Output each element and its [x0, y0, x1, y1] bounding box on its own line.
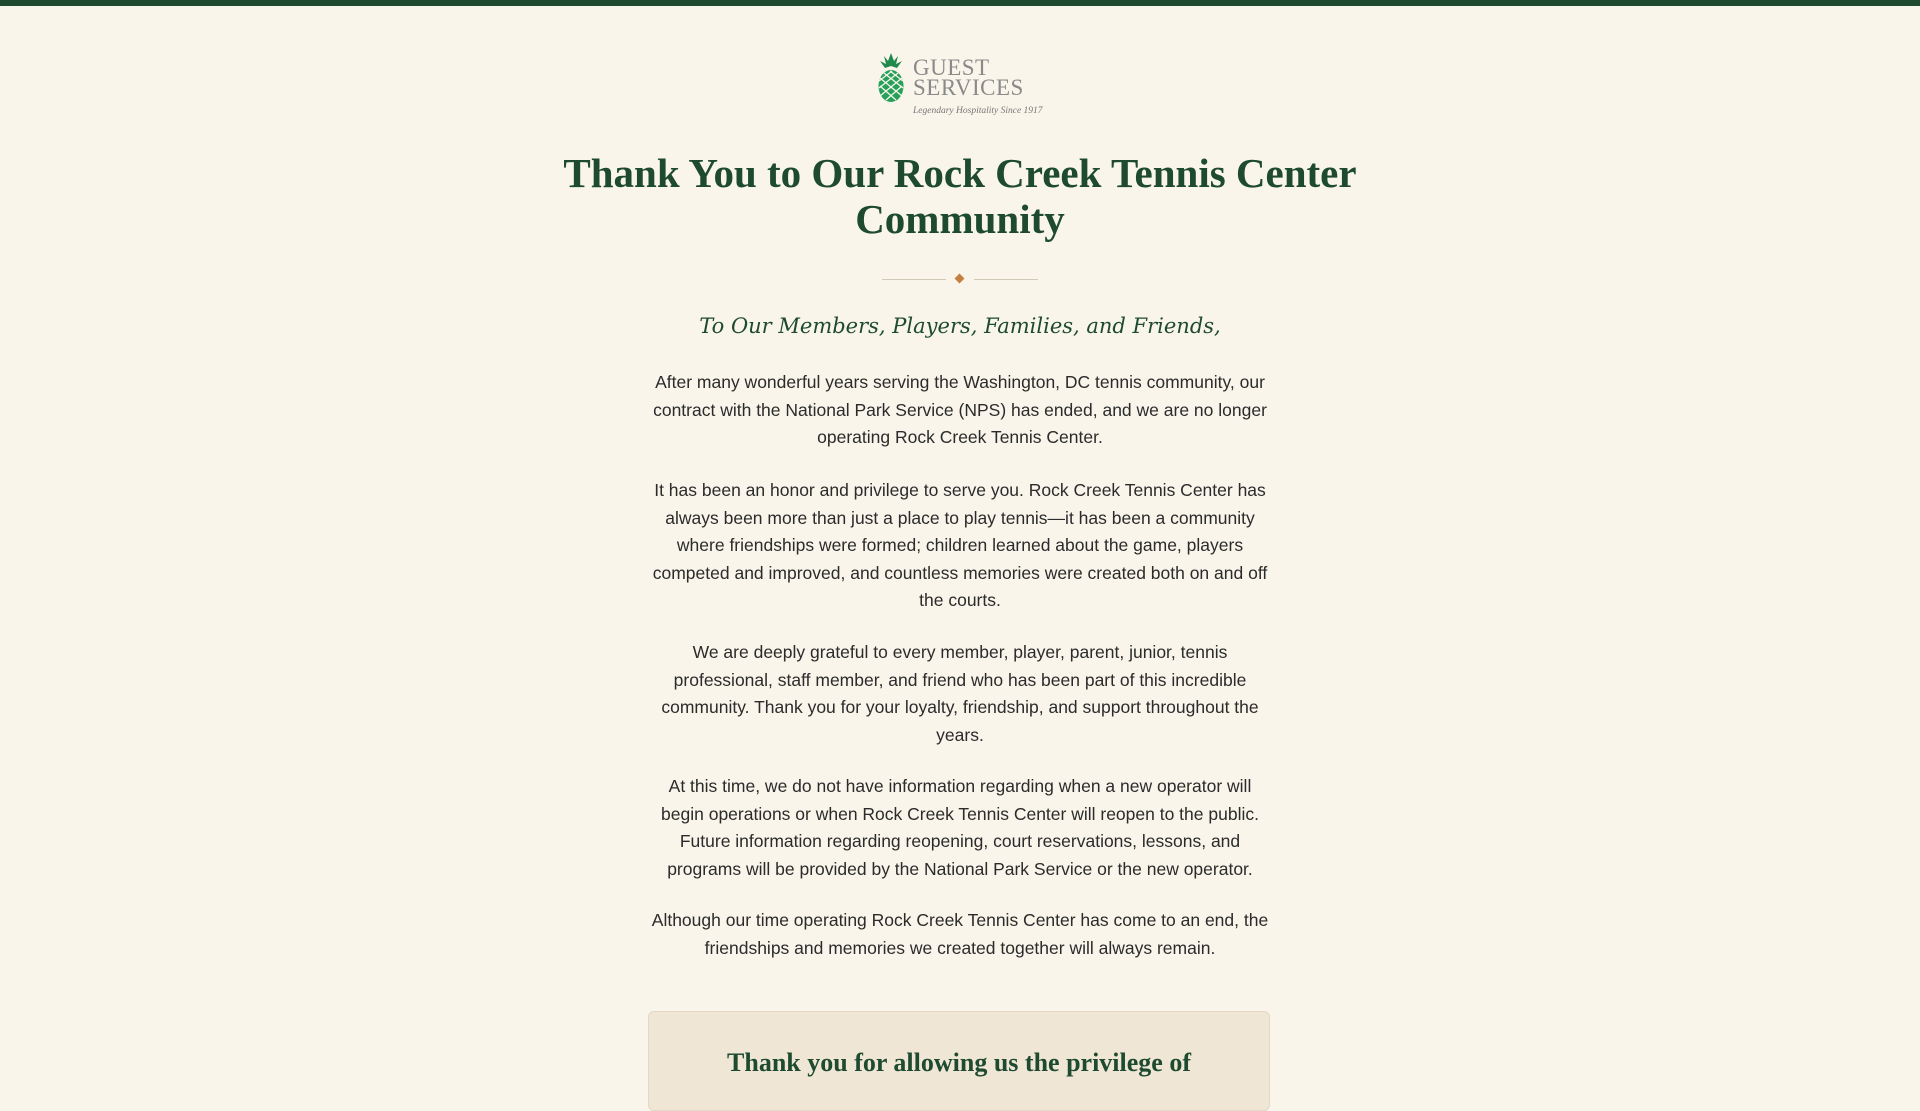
letter-paragraph: Although our time operating Rock Creek Tennis Center has come to an end, the friendships and memories we created together will always remain.: [651, 910, 1269, 958]
letter-salutation: To Our Members, Players, Families, and Friends,: [699, 314, 1221, 338]
letter-paragraph: We are deeply grateful to every member, player, parent, junior, tennis professional, staff member, and friend who has been part of this incredible community. Thank you for your loyalty, friendship, and support throughout the years.: [661, 642, 1259, 745]
letter-paragraph: At this time, we do not have information regarding when a new operator will begin operations or when Rock Creek Tennis Center will reopen to the public. Future information regarding reopening, court reservations, lessons, and programs will be provided by the National Park Service or the new operator.: [661, 776, 1259, 879]
divider-line-left: [882, 279, 946, 280]
letter-paragraph: It has been an honor and privilege to serve you. Rock Creek Tennis Center has always been more than just a place to play tennis—it has been a community where friendships were formed; children learned about the game, players competed and improved, and countless memories were created both on and off the courts.: [652, 480, 1268, 610]
page-title: Thank You to Our Rock Creek Tennis Center Community: [563, 150, 1357, 242]
logo-wordmark-line2: SERVICES: [913, 75, 1024, 100]
pineapple-icon: [876, 52, 906, 104]
letter-paragraph: After many wonderful years serving the Washington, DC tennis community, our contract with the National Park Service (NPS) has ended, and we are no longer operating Rock Creek Tennis Center.: [653, 372, 1267, 447]
diamond-icon: [955, 274, 965, 284]
logo-tagline: Legendary Hospitality Since 1917: [913, 106, 1043, 116]
closing-thanks-text: Thank you for allowing us the privilege of: [727, 1048, 1191, 1077]
ornamental-divider: [880, 272, 1040, 286]
divider-line-right: [974, 279, 1038, 280]
closing-thanks-box: [648, 1011, 1270, 1111]
logo-wordmark-line1: GUEST: [913, 55, 990, 80]
top-accent-bar: [0, 0, 1920, 6]
guest-services-logo: [876, 52, 1046, 122]
